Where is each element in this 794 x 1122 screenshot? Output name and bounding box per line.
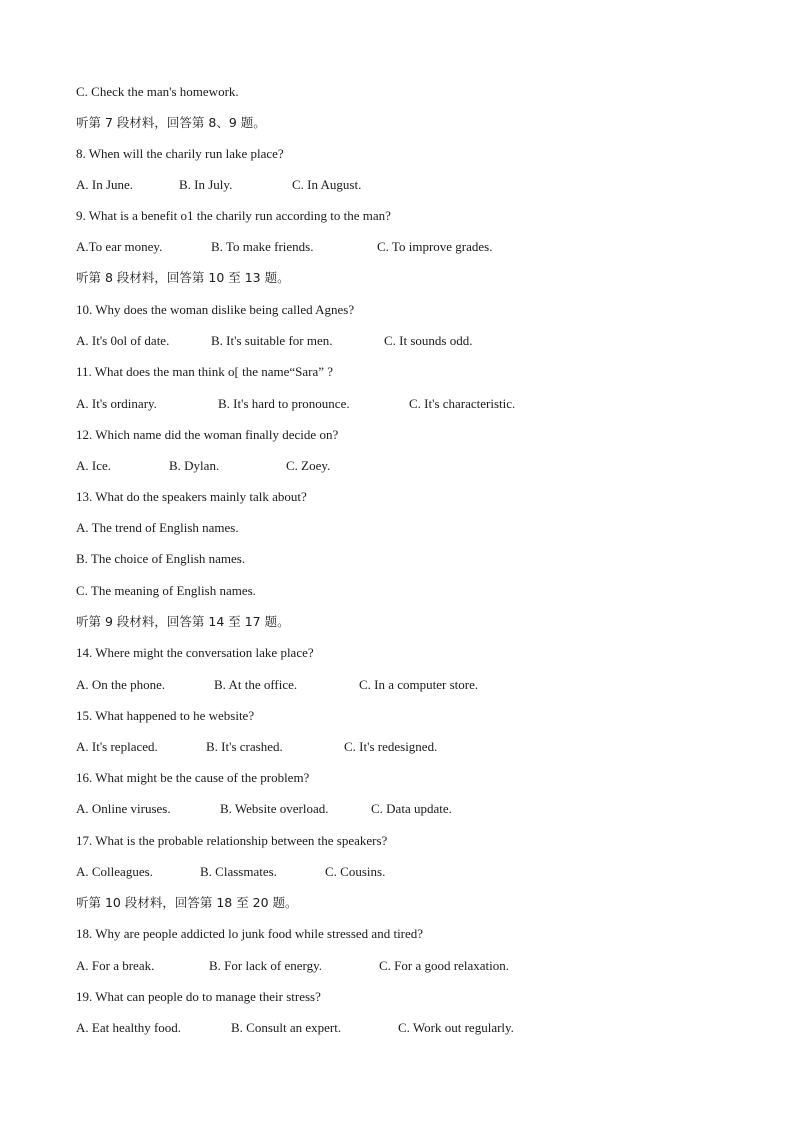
question-17: 17. What is the probable relationship between the speakers? [76, 833, 388, 848]
question-9: 9. What is a benefit o1 the charily run according to the man? [76, 208, 391, 223]
option-b: B. It's crashed. [206, 739, 283, 754]
question-13-option-c: C. The meaning of English names. [76, 583, 256, 598]
option-a: A. Eat healthy food. [76, 1020, 182, 1035]
option-a: A. It's 0ol of date. [76, 333, 170, 348]
option-b: B. Classmates. [200, 864, 277, 879]
option-a: A.To ear money. [76, 239, 163, 254]
option-c: C. Zoey. [286, 458, 331, 473]
option-line: C. Check the man's homework. [76, 84, 239, 99]
option-c: C. In August. [292, 177, 362, 192]
option-b: B. At the office. [214, 677, 298, 692]
question-13-option-a: A. The trend of English names. [76, 520, 239, 535]
option-c: C. For a good relaxation. [379, 958, 509, 973]
section-instruction: 听第 9 段材料，回答第 14 至 17 题。 [76, 614, 290, 629]
option-c: C. To improve grades. [377, 239, 493, 254]
option-b: B. In July. [179, 177, 233, 192]
option-a: A. Online viruses. [76, 801, 171, 816]
section-instruction: 听第 7 段材料，回答第 8、9 题。 [76, 115, 266, 130]
option-b: B. For lack of energy. [209, 958, 323, 973]
option-b: B. Website overload. [220, 801, 329, 816]
option-b: B. It's suitable for men. [211, 333, 333, 348]
section-instruction: 听第 8 段材料，回答第 10 至 13 题。 [76, 270, 290, 285]
question-15: 15. What happened to he website? [76, 708, 255, 723]
option-c: C. Data update. [371, 801, 452, 816]
option-a: A. On the phone. [76, 677, 166, 692]
option-b: B. Dylan. [169, 458, 220, 473]
option-a: A. In June. [76, 177, 134, 192]
option-c: C. Cousins. [325, 864, 386, 879]
question-13: 13. What do the speakers mainly talk about? [76, 489, 307, 504]
option-b: B. Consult an expert. [231, 1020, 342, 1035]
option-a: A. Ice. [76, 458, 112, 473]
option-b: B. It's hard to pronounce. [218, 396, 350, 411]
option-a: A. Colleagues. [76, 864, 153, 879]
question-12: 12. Which name did the woman finally decide on? [76, 427, 339, 442]
option-c: C. In a computer store. [359, 677, 479, 692]
option-a: A. It's ordinary. [76, 396, 157, 411]
question-8: 8. When will the charily run lake place? [76, 146, 284, 161]
option-a: A. For a break. [76, 958, 155, 973]
question-19: 19. What can people do to manage their stress? [76, 989, 321, 1004]
option-c: C. It's redesigned. [344, 739, 438, 754]
question-16: 16. What might be the cause of the problem? [76, 770, 310, 785]
question-10: 10. Why does the woman dislike being called Agnes? [76, 302, 355, 317]
option-b: B. To make friends. [211, 239, 314, 254]
option-c: C. Work out regularly. [398, 1020, 514, 1035]
option-c: C. It sounds odd. [384, 333, 473, 348]
option-c: C. It's characteristic. [409, 396, 516, 411]
question-14: 14. Where might the conversation lake place? [76, 645, 314, 660]
option-a: A. It's replaced. [76, 739, 158, 754]
question-11: 11. What does the man think o[ the name“Sara” ? [76, 364, 334, 379]
question-18: 18. Why are people addicted lo junk food while stressed and tired? [76, 926, 424, 941]
section-instruction: 听第 10 段材料，回答第 18 至 20 题。 [76, 895, 298, 910]
question-13-option-b: B. The choice of English names. [76, 551, 246, 566]
